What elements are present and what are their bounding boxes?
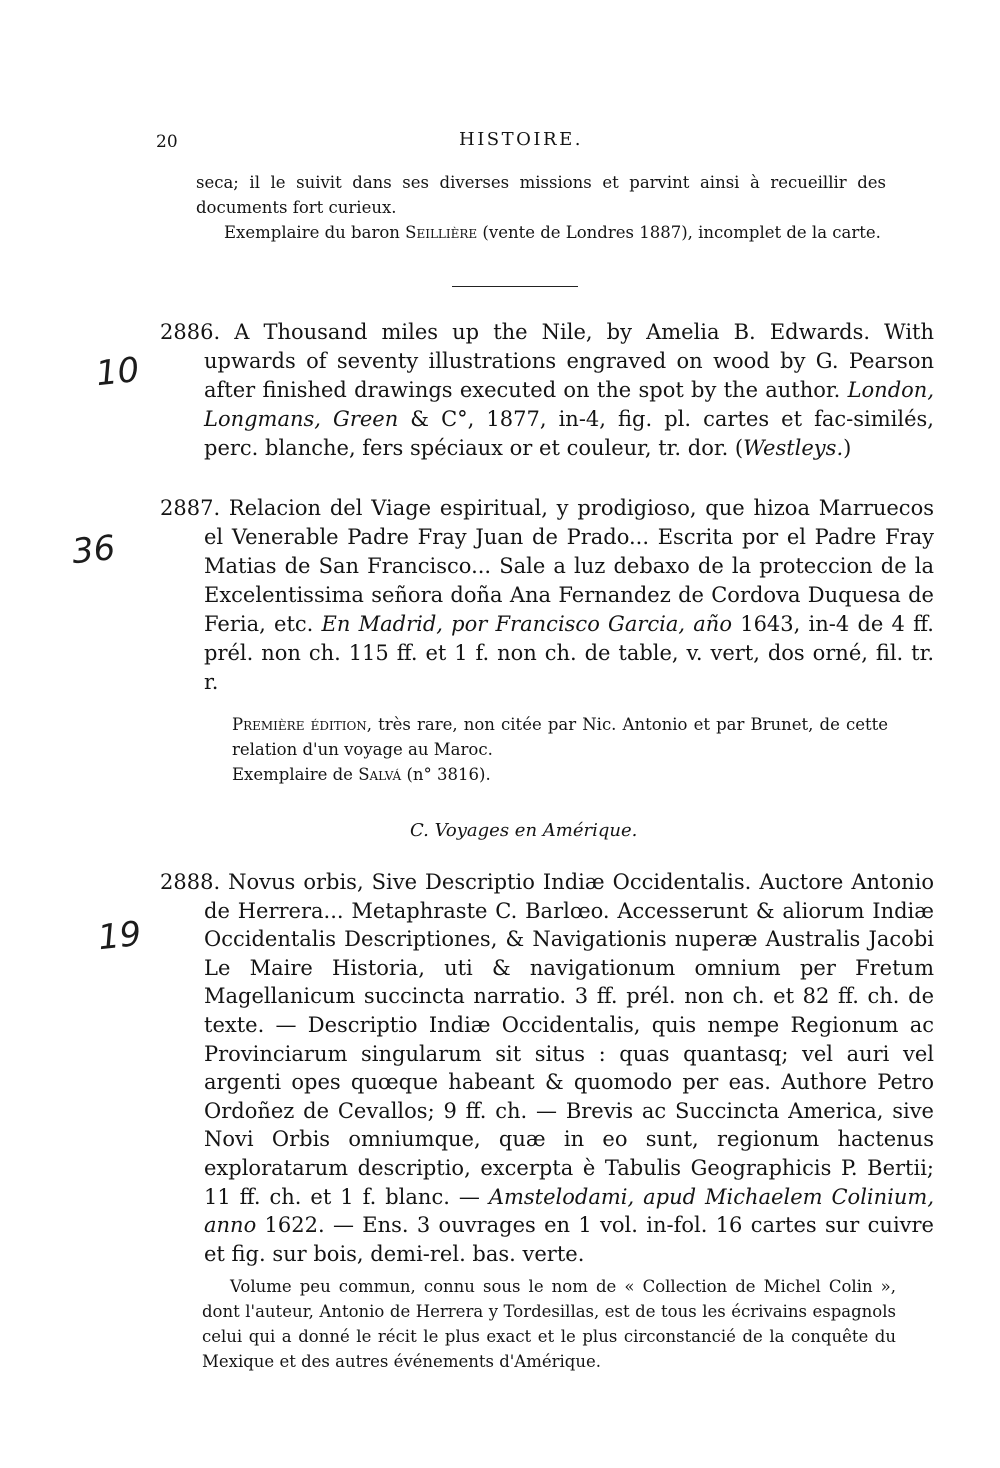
section-heading: C. Voyages en Amérique. — [410, 820, 638, 841]
entry-2888-note: Volume peu commun, connu sous le nom de « Collection de Michel Colin », dont l'auteur, Antonio de Herrera y Tordesillas, est de tous les écrivains espagnols celui qui a donné le récit le plus exact et le plus circonstancié de la conquête du Mexique et des autres événements d'Amérique. — [202, 1277, 896, 1371]
separator-rule — [452, 286, 578, 287]
entry-2887: 2887. Relacion del Viage espiritual, y prodigioso, que hizoa Marruecos el Venerable Padre Fray Juan de Prado... Escrita por el Padre Fray Matias de San Francisco... Sale a luz debaxo de la proteccion de la Excelentissima señora doña Ana Fernandez de Cordova Duquesa de Feria, etc. En Madrid, por Francisco Garcia, año 1643, in-4 de 4 ff. prél. non ch. 115 ff. et 1 f. non ch. de table, v. vert, dos orné, fil. tr. r. — [160, 496, 934, 694]
entry-2886: 2886. A Thousand miles up the Nile, by Amelia B. Edwards. With upwards of seventy illustrations engraved on wood by G. Pearson after finished drawings executed on the spot by the author. London, Longmans, Green & C°, 1877, in-4, fig. pl. cartes et fac-similés, perc. blanche, fers spéciaux or et couleur, tr. dor. (Westleys.) — [160, 320, 934, 460]
continuation-text — [196, 170, 886, 245]
margin-price-2887: 36 — [70, 527, 118, 573]
margin-price-2886: 10 — [94, 349, 142, 395]
margin-price-2888: 19 — [96, 913, 144, 959]
copy-note: Exemplaire du baron Seillière (vente de Londres 1887), incomplet de la carte. — [224, 223, 881, 242]
note-first-edition: Première édition, très rare, non citée par Nic. Antonio et par Brunet, de cette relation d'un voyage au Maroc. — [232, 715, 888, 759]
page-number: 20 — [156, 132, 178, 152]
note-copy: Exemplaire de Salvá (n° 3816). — [232, 765, 491, 784]
entry-2888: 2888. Novus orbis, Sive Descriptio Indiæ Occidentalis. Auctore Antonio de Herrera... Metaphraste C. Barlœo. Accesserunt & aliorum Indiæ Occidentalis Descriptiones, & Navigationis nuperæ Australis Jacobi Le Maire Historia, uti & navigationum omnium per Fretum Magellanicum succincta narratio. 3 ff. prél. non ch. et 82 ff. ch. de texte. — Descriptio Indiæ Occidentalis, quis nempe Regionum ac Provinciarum singularum sit situs : quas quantasq; vel auri vel argenti opes quœque habeant & quomodo per eas. Authore Petro Ordoñez de Cevallos; 9 ff. ch. — Brevis ac Succincta America, sive Novi Orbis omniumque, quæ in eo sunt, regionum hactenus exploratarum descriptio, excerpta è Tabulis Geographicis P. Bertii; 11 ff. ch. et 1 f. blanc. — Amstelodami, apud Michaelem Colinium, anno 1622. — Ens. 3 ouvrages en 1 vol. in-fol. 16 cartes sur cuivre et fig. sur bois, demi-rel. bas. verte. — [160, 870, 934, 1266]
continuation-paragraph: seca; il le suivit dans ses diverses missions et parvint ainsi à recueillir des documents fort curieux. — [196, 173, 886, 217]
running-head: HISTOIRE. — [459, 129, 583, 150]
entry-2887-note — [232, 712, 888, 787]
